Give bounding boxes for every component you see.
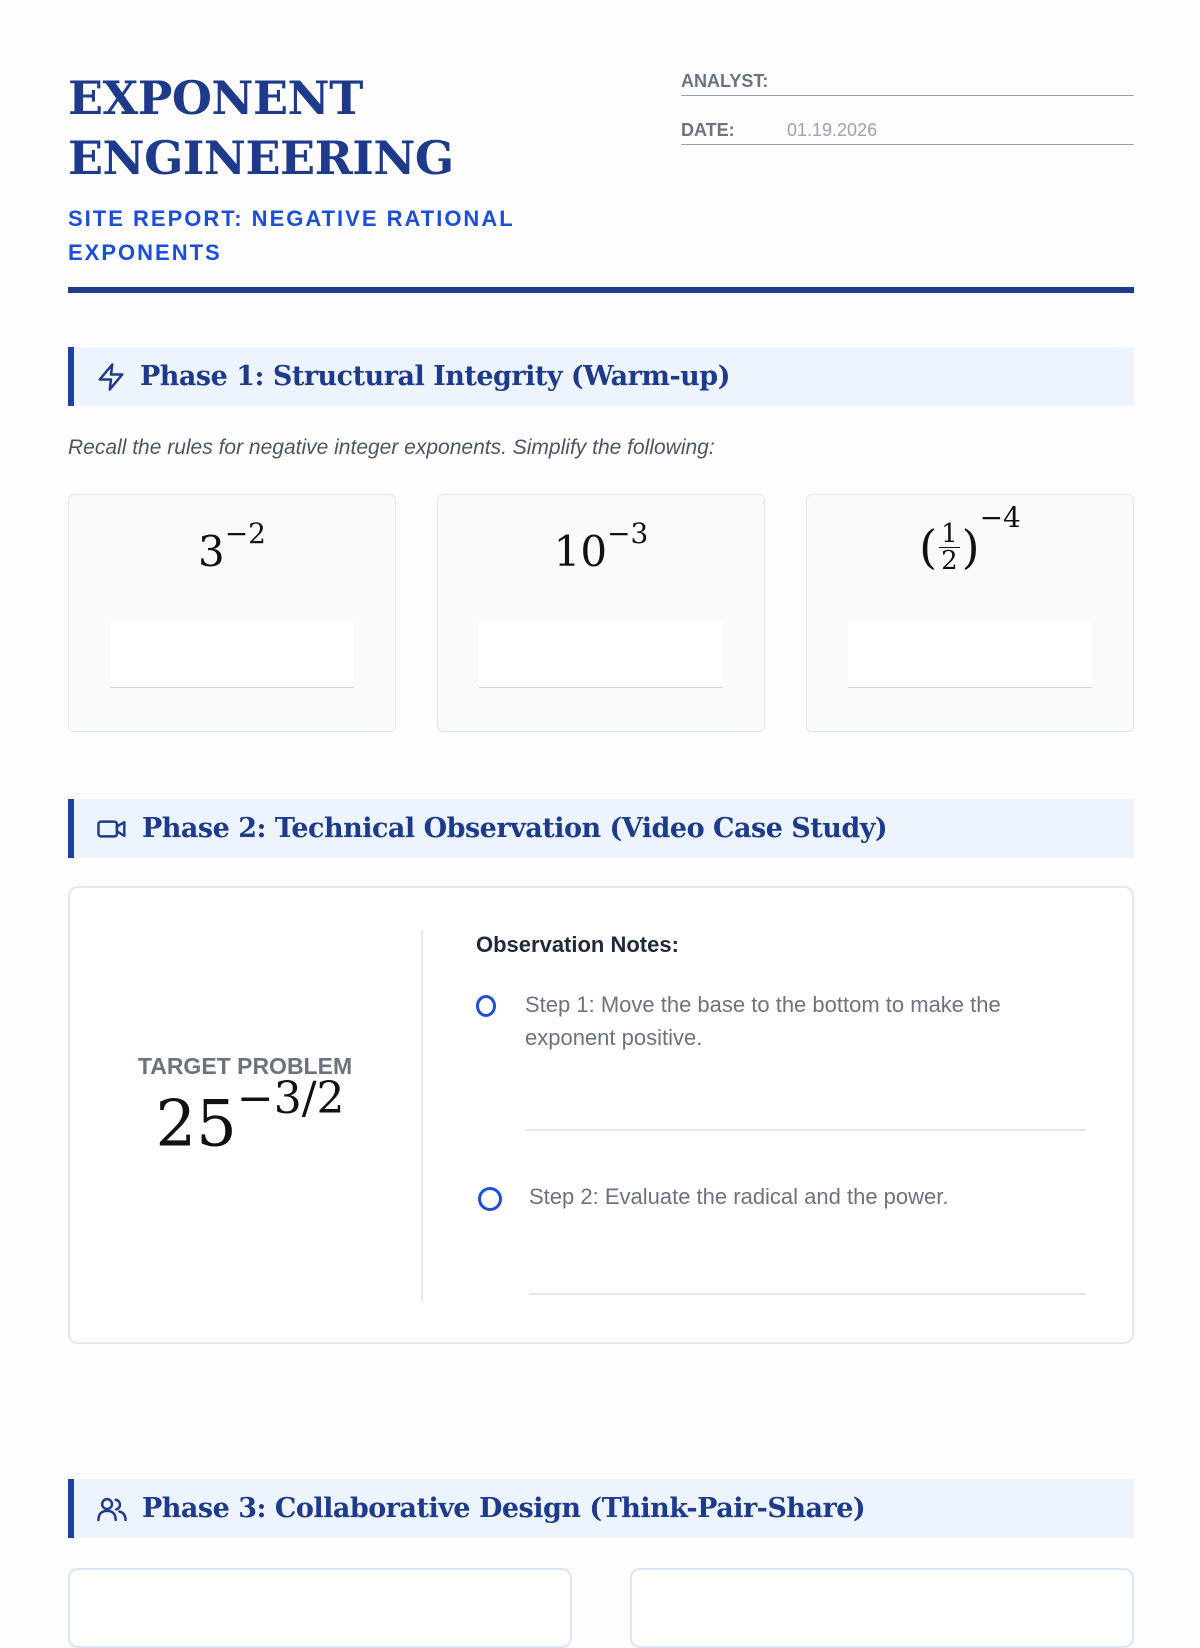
warmup-expression-1 bbox=[69, 517, 395, 595]
warmup-card-3 bbox=[806, 494, 1134, 732]
date-field[interactable] bbox=[681, 117, 1134, 145]
step-2-answer-line[interactable] bbox=[529, 1293, 1086, 1295]
panel-divider bbox=[421, 930, 423, 1303]
video-case-study-panel bbox=[68, 886, 1134, 1344]
warmup-expression-3 bbox=[807, 501, 1133, 587]
phase-3-title: Phase 3: Collaborative Design (Think-Pair-Share) bbox=[142, 1493, 866, 1524]
date-label: DATE: bbox=[681, 120, 735, 140]
target-exponent: −3/2 bbox=[236, 1073, 345, 1124]
answer-box-2[interactable] bbox=[479, 623, 723, 688]
target-problem-label: TARGET PROBLEM bbox=[137, 1053, 353, 1079]
analyst-field[interactable] bbox=[681, 68, 1134, 96]
phase-2-header bbox=[68, 799, 1134, 858]
fraction bbox=[939, 518, 960, 576]
step-2-circle-icon[interactable] bbox=[478, 1187, 502, 1211]
warmup-expression-2 bbox=[438, 517, 764, 595]
lightning-icon bbox=[96, 362, 126, 392]
step-1-text: Step 1: Move the base to the bottom to make the exponent positive. bbox=[525, 992, 1001, 1050]
analyst-label: ANALYST: bbox=[681, 71, 769, 91]
brand-title-line-1: EXPONENT bbox=[68, 71, 363, 125]
expression-base: 10 bbox=[553, 527, 608, 576]
close-paren: ) bbox=[961, 520, 980, 574]
phase-2-title: Phase 2: Technical Observation (Video Case Study) bbox=[142, 813, 888, 844]
users-icon bbox=[96, 1494, 128, 1524]
expression-base: 3 bbox=[197, 527, 225, 576]
header-divider bbox=[68, 287, 1134, 293]
fraction-numerator: 1 bbox=[941, 518, 958, 549]
step-1-circle-icon[interactable] bbox=[476, 995, 496, 1017]
fraction-denominator: 2 bbox=[941, 545, 958, 576]
observation-step-1 bbox=[476, 988, 1086, 1138]
brand-title-line-2: ENGINEERING bbox=[68, 131, 454, 185]
phase-1-title: Phase 1: Structural Integrity (Warm-up) bbox=[140, 361, 730, 392]
think-pair-share-card-left bbox=[68, 1568, 572, 1648]
warmup-card-2 bbox=[437, 494, 765, 732]
phase-1-instruction: Recall the rules for negative integer exponents. Simplify the following: bbox=[68, 436, 715, 459]
observation-step-2 bbox=[476, 1180, 1086, 1300]
answer-box-3[interactable] bbox=[848, 623, 1092, 688]
report-meta bbox=[681, 68, 1134, 166]
answer-box-1[interactable] bbox=[110, 623, 354, 688]
phase-3-header bbox=[68, 1479, 1134, 1538]
video-camera-icon bbox=[96, 814, 128, 844]
expression-exponent: −2 bbox=[224, 517, 266, 550]
observation-notes-heading: Observation Notes: bbox=[476, 932, 679, 957]
expression-exponent: −3 bbox=[607, 517, 649, 550]
target-problem-expression bbox=[110, 1073, 390, 1162]
report-subtitle: SITE REPORT: NEGATIVE RATIONAL EXPONENTS bbox=[68, 206, 515, 265]
step-1-answer-line[interactable] bbox=[525, 1129, 1086, 1131]
step-2-text: Step 2: Evaluate the radical and the power. bbox=[529, 1184, 949, 1209]
expression-exponent: −4 bbox=[979, 501, 1021, 534]
report-header bbox=[68, 68, 1134, 270]
think-pair-share-card-right bbox=[630, 1568, 1134, 1648]
warmup-card-1 bbox=[68, 494, 396, 732]
date-value[interactable]: 01.19.2026 bbox=[787, 120, 878, 140]
target-base: 25 bbox=[155, 1087, 237, 1162]
phase-1-header bbox=[68, 347, 1134, 406]
open-paren: ( bbox=[919, 520, 938, 574]
